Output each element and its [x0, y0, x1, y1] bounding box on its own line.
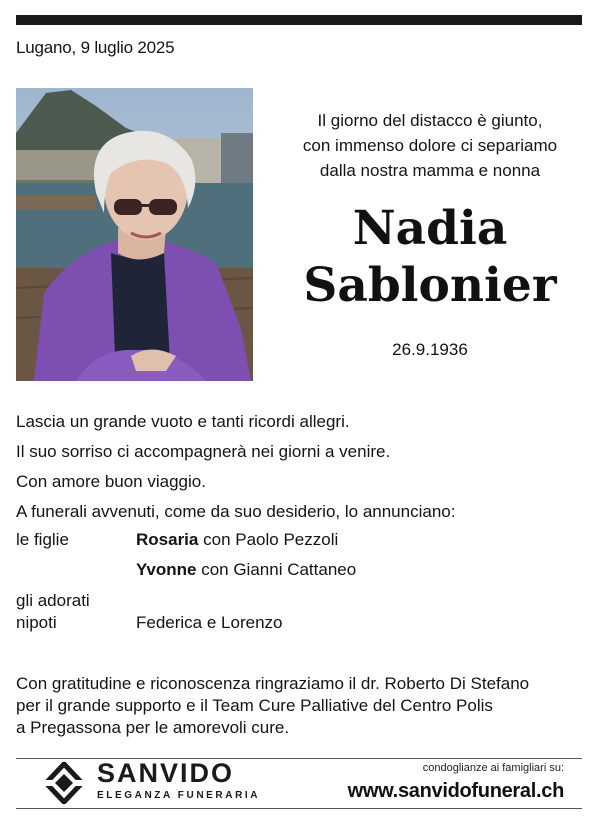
message-line: Il suo sorriso ci accompagnerà nei giorni a venire.: [16, 442, 391, 461]
thanks-line: a Pregassona per le amorevoli cure.: [16, 718, 290, 737]
message-line: Lascia un grande vuoto e tanti ricordi allegri.: [16, 412, 350, 431]
birth-date: 26.9.1936: [392, 340, 468, 359]
message-line: A funerali avvenuti, come da suo desiderio, lo annunciano:: [16, 502, 456, 521]
brand-tagline: ELEGANZA FUNERARIA: [97, 790, 261, 801]
thanks-line: Con gratitudine e riconoscenza ringraziamo il dr. Roberto Di Stefano: [16, 674, 530, 693]
intro-line: dalla nostra mamma e nonna: [319, 161, 541, 180]
place-date: Lugano, 9 luglio 2025: [16, 38, 175, 57]
message-line: Con amore buon viaggio.: [16, 472, 206, 491]
grandchildren-names: Federica e Lorenzo: [136, 613, 283, 632]
deceased-first-name: Nadia: [352, 201, 508, 256]
daughters-label: le figlie: [16, 530, 69, 549]
intro-line: con immenso dolore ci separiamo: [302, 136, 558, 155]
message-block: [16, 407, 582, 527]
sanvido-logo-icon: [42, 762, 86, 804]
bottom-divider: [16, 808, 582, 809]
grandchildren-label-line: gli adorati: [16, 591, 90, 610]
deceased-last-name: Sablonier: [303, 258, 557, 313]
daughter-entry: [136, 529, 338, 551]
grandchildren-label-line: nipoti: [16, 613, 57, 632]
top-rule: [16, 15, 582, 25]
daughter-partner: con Gianni Cattaneo: [201, 560, 357, 579]
portrait-illustration: [16, 88, 253, 381]
brand-name: SANVIDO: [97, 758, 235, 788]
daughter-name: Yvonne: [136, 560, 197, 579]
thanks-block: [16, 673, 586, 739]
intro-line: Il giorno del distacco è giunto,: [317, 111, 543, 130]
daughter-partner: con Paolo Pezzoli: [203, 530, 339, 549]
thanks-line: per il grande supporto e il Team Cure Palliative del Centro Polis: [16, 696, 493, 715]
daughter-entry: [136, 559, 356, 581]
website-link[interactable]: www.sanvidofuneral.ch: [347, 780, 564, 802]
condolences-label: condoglianze ai famigliari su:: [422, 762, 564, 774]
grandchildren-label: [16, 590, 90, 634]
portrait-photo: [16, 88, 253, 381]
daughter-name: Rosaria: [136, 530, 199, 549]
intro-text: [280, 108, 580, 183]
